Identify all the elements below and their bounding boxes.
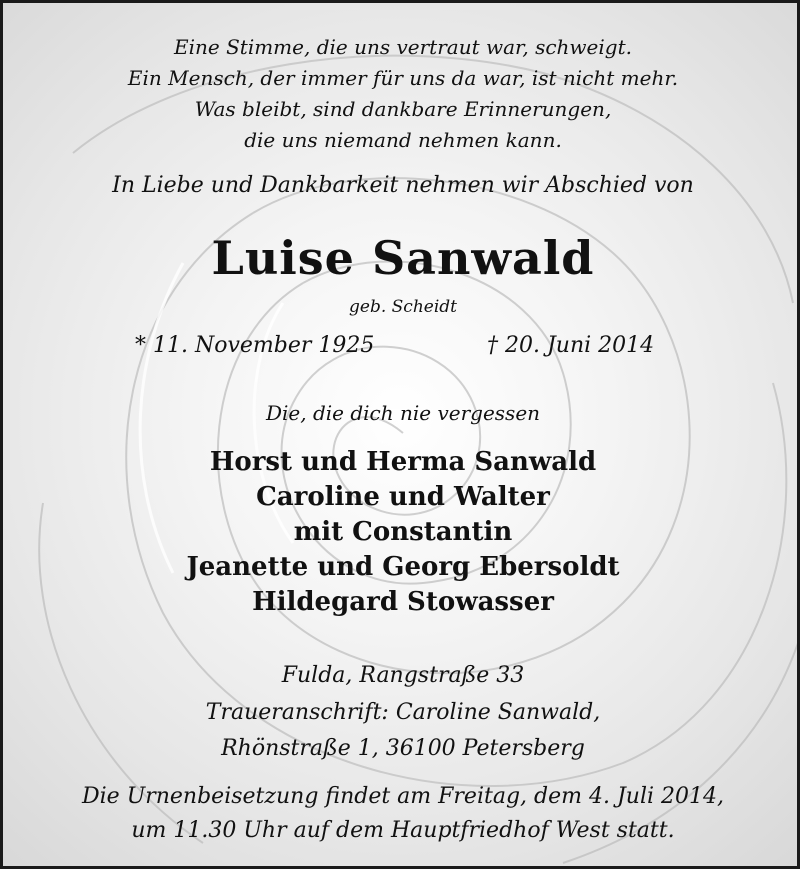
mourner-line-3: mit Constantin: [293, 517, 513, 547]
poem-line-2: Ein Mensch, der immer für uns da war, ist nicht mehr.: [127, 66, 679, 90]
address-line-1: Fulda, Rangstraße 33: [281, 663, 525, 688]
farewell-intro: In Liebe und Dankbarkeit nehmen wir Abschied von: [112, 173, 694, 198]
poem-line-1: Eine Stimme, die uns vertraut war, schweigt.: [174, 35, 632, 59]
poem-line-4: die uns niemand nehmen kann.: [244, 128, 562, 152]
death-date: † 20. Juni 2014: [487, 333, 655, 358]
address-line-2: Traueranschrift: Caroline Sanwald,: [205, 700, 601, 725]
poem-line-3: Was bleibt, sind dankbare Erinnerungen,: [194, 97, 612, 121]
mourner-line-4: Jeanette und Georg Ebersoldt: [186, 552, 620, 582]
burial-line-2: um 11.30 Uhr auf dem Hauptfriedhof West statt.: [131, 818, 675, 843]
maiden-name: geb. Scheidt: [349, 297, 457, 317]
birth-date: * 11. November 1925: [135, 333, 375, 358]
mourner-line-1: Horst und Herma Sanwald: [209, 447, 597, 477]
address-line-3: Rhönstraße 1, 36100 Petersberg: [221, 736, 585, 761]
mourner-line-5: Hildegard Stowasser: [252, 587, 554, 617]
life-dates: [3, 333, 800, 363]
burial-line-1: Die Urnenbeisetzung findet am Freitag, dem 4. Juli 2014,: [82, 784, 724, 809]
mourners-intro: Die, die dich nie vergessen: [265, 401, 541, 425]
deceased-name: Luise Sanwald: [211, 231, 595, 285]
notice-content: [3, 3, 800, 869]
mourner-line-2: Caroline und Walter: [256, 482, 550, 512]
